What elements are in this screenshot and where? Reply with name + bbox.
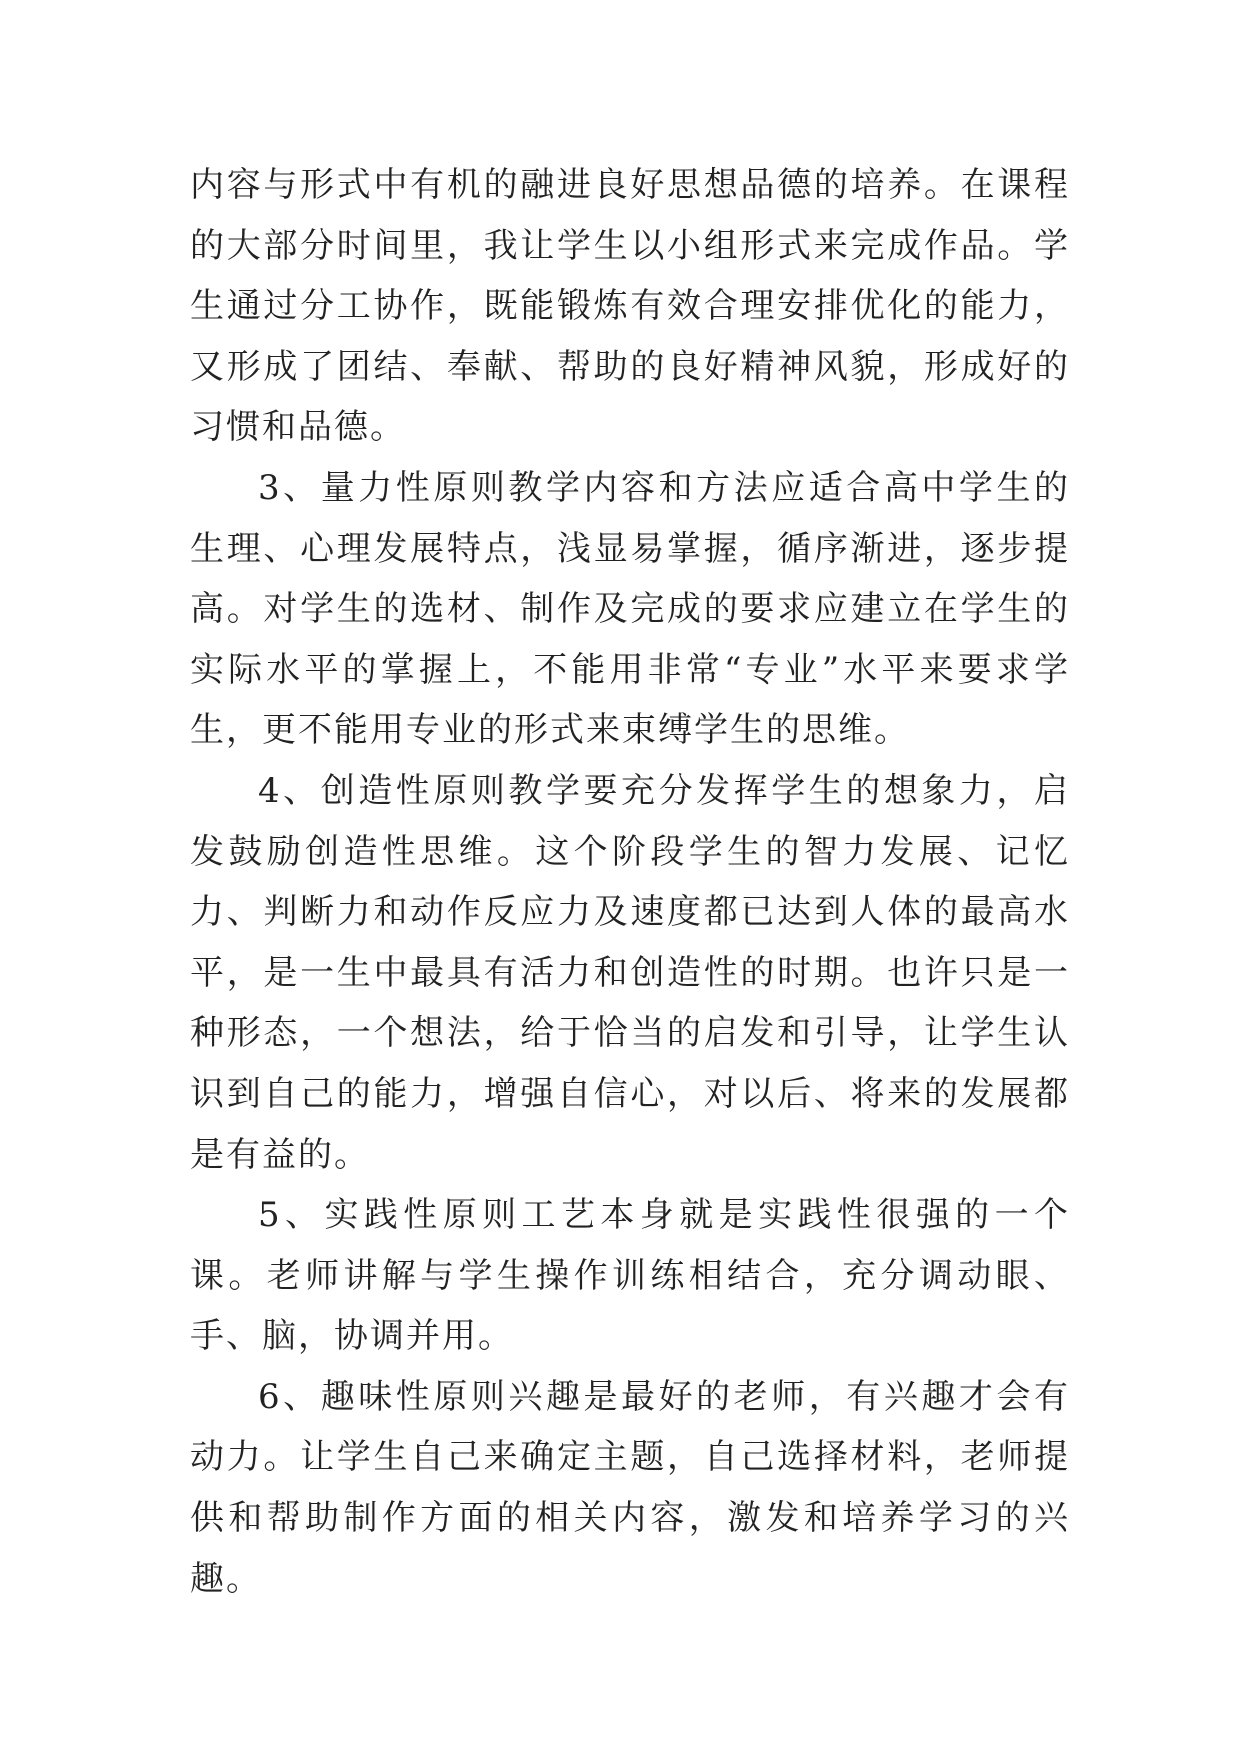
paragraph-principle-3: 3、量力性原则教学内容和方法应适合高中学生的生理、心理发展特点，浅显易掌握，循序渐进，逐步提高。对学生的选材、制作及完成的要求应建立在学生的实际水平的掌握上，不能用非常“专业”水平来要求学生，更不能用专业的形式来束缚学生的思维。 [190,467,1070,751]
paragraph-principle-4: 4、创造性原则教学要充分发挥学生的想象力，启发鼓励创造性思维。这个阶段学生的智力发展、记忆力、判断力和动作反应力及速度都已达到人体的最高水平，是一生中最具有活力和创造性的时期。也许只是一种形态，一个想法，给于恰当的启发和引导，让学生认识到自己的能力，增强自信心，对以后、将来的发展都是有益的。 [190,770,1070,1175]
paragraph-principle-5: 5、实践性原则工艺本身就是实践性很强的一个课。老师讲解与学生操作训练相结合，充分调动眼、手、脑，协调并用。 [190,1195,1070,1357]
document-body [190,155,1070,1609]
paragraph-principle-6: 6、趣味性原则兴趣是最好的老师，有兴趣才会有动力。让学生自己来确定主题，自己选择材料，老师提供和帮助制作方面的相关内容，激发和培养学习的兴趣。 [190,1376,1070,1599]
paragraph-continuation: 内容与形式中有机的融进良好思想品德的培养。在课程的大部分时间里，我让学生以小组形式来完成作品。学生通过分工协作，既能锻炼有效合理安排优化的能力，又形成了团结、奉献、帮助的良好精神风貌，形成好的习惯和品德。 [190,165,1070,448]
